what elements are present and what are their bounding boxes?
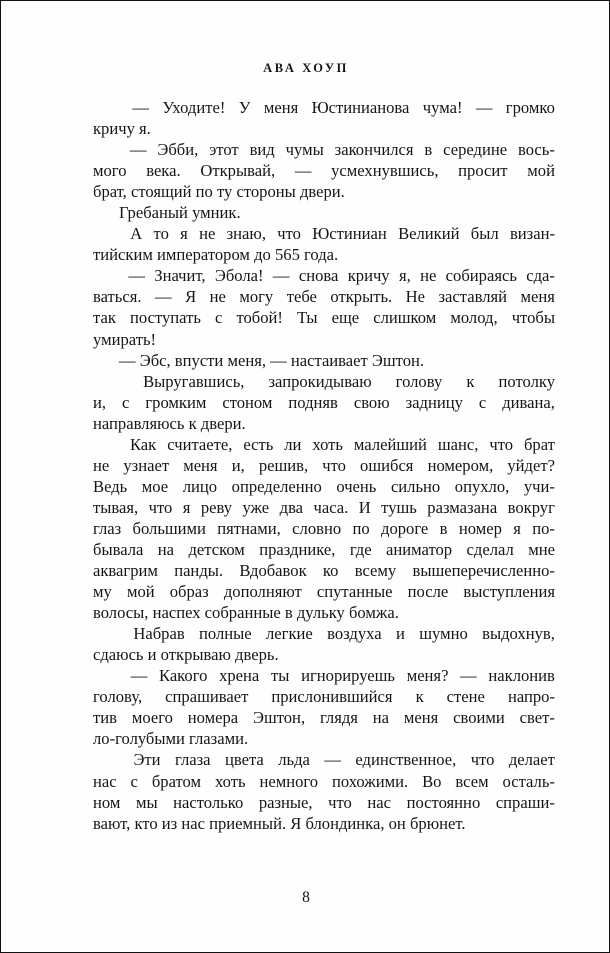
word: наклонив (488, 666, 555, 686)
word: ошибся (360, 455, 414, 475)
word: Великий (398, 224, 460, 244)
page-number: 8 (302, 889, 310, 906)
word: слишком (373, 308, 437, 328)
word: Эштон, (253, 708, 306, 728)
word: Уходите! (162, 98, 226, 117)
word: после (407, 582, 449, 602)
word: Не (405, 287, 426, 307)
paragraph (93, 350, 555, 371)
paragraph (93, 202, 555, 223)
word: Вдобавок (239, 561, 307, 581)
word: прислонившийся (271, 687, 393, 707)
word: Значит, (154, 266, 206, 286)
word: — (155, 287, 172, 307)
word: вокруг (507, 497, 555, 517)
word: всему (354, 561, 397, 581)
word: на (372, 708, 390, 728)
word: своими (453, 708, 505, 728)
paragraph (93, 371, 555, 434)
word: опухло, (454, 476, 510, 496)
word: к (466, 371, 475, 391)
word: настолько (173, 792, 244, 812)
word: полные (199, 624, 252, 644)
word: глаза (175, 750, 211, 770)
word: в (424, 140, 433, 160)
word: У (238, 98, 251, 117)
text-line: брат, стоящий по ту стороны двери. (93, 182, 345, 202)
word: номера (187, 708, 239, 728)
text-line (93, 749, 555, 770)
text-line (93, 371, 555, 392)
word: осталь- (502, 771, 555, 791)
word: меня (403, 708, 439, 728)
word: чтобы (511, 308, 555, 328)
word: А (130, 224, 143, 244)
word: стене (446, 687, 485, 707)
word: ты (270, 666, 290, 686)
word: кричу (347, 266, 390, 286)
word: не (199, 224, 216, 244)
word: голову (395, 371, 443, 391)
word: громким (145, 392, 207, 412)
word: чумы (285, 140, 324, 160)
paragraph (93, 139, 555, 202)
word: к (415, 687, 424, 707)
word: громко (505, 98, 555, 117)
word: глаз (93, 518, 122, 538)
word: Я (185, 287, 197, 307)
word: тебе (286, 287, 317, 307)
word: празднике, (259, 539, 336, 559)
word: И (358, 497, 371, 517)
word: с (122, 392, 130, 412)
text-line (93, 792, 555, 813)
word: — (128, 266, 145, 286)
word: мы (135, 792, 158, 812)
word: этот (209, 140, 239, 160)
word: что (277, 224, 301, 244)
word: моего (131, 708, 173, 728)
word: собираясь (445, 266, 517, 286)
text-line: вают, кто из нас приемный. Я блондинка, он брюнет. (93, 813, 466, 833)
word: заставляй (438, 287, 508, 307)
word: Эти (133, 750, 161, 770)
word: Эбола! (214, 266, 264, 286)
word: вось- (518, 140, 555, 160)
word: мого (93, 161, 127, 181)
text-line (93, 771, 555, 792)
word: постоянно (406, 792, 481, 812)
text-line (93, 392, 555, 413)
text-line (93, 434, 555, 455)
word: очень (336, 476, 377, 496)
word: Юстиниан (312, 224, 387, 244)
word: цвета (224, 750, 264, 770)
text-line (93, 223, 555, 244)
word: аквагрим (93, 561, 158, 581)
text-line: направляюсь к двери. (93, 413, 246, 433)
word: нас (93, 771, 117, 791)
word: молод, (450, 308, 498, 328)
word: я (182, 497, 191, 517)
word: просит (458, 161, 508, 181)
word: — (272, 266, 290, 286)
word: — (294, 161, 312, 181)
word: словно (292, 518, 342, 538)
word: мое (141, 476, 169, 496)
word: малейший (353, 434, 427, 454)
text-line (93, 139, 555, 160)
paragraph (93, 223, 555, 265)
word: запрокидываю (268, 371, 372, 391)
word: усмехнувшись, (331, 161, 439, 181)
word: спутанные (316, 582, 393, 602)
word: два (279, 497, 304, 517)
word: Выругавшись, (143, 371, 245, 391)
word: не (93, 455, 110, 475)
text-line (93, 623, 555, 644)
word: спрашивает (165, 687, 249, 707)
paragraph (93, 623, 555, 665)
word: что (148, 497, 173, 517)
word: льда (278, 750, 310, 770)
text-line (93, 581, 555, 602)
word: Открывай, (200, 161, 276, 181)
body-text (93, 97, 555, 834)
word: не (420, 266, 437, 286)
word: номером, (427, 455, 494, 475)
text-line (93, 539, 555, 560)
text-line: — Эбс, впусти меня, — настаивает Эштон. (119, 350, 425, 370)
word: был (470, 224, 499, 244)
word: ваться. (93, 287, 142, 307)
word: детском (188, 539, 245, 559)
word: уйдет? (507, 455, 555, 475)
word: Юстинианова (311, 98, 410, 117)
word: бывала (93, 539, 144, 559)
word: решив, (258, 455, 309, 475)
word: еще (331, 308, 360, 328)
word: мой (527, 161, 555, 181)
text-line (93, 286, 555, 307)
word: узнает (123, 455, 170, 475)
word: хоть (214, 771, 246, 791)
word: Эбби, (157, 140, 199, 160)
word: с (215, 308, 223, 328)
word: всем (455, 771, 489, 791)
word: я, (398, 266, 411, 286)
word: в (439, 518, 448, 538)
word: тобой! (236, 308, 283, 328)
word: ном (93, 792, 121, 812)
word: чума! (422, 98, 463, 117)
word: меня (520, 287, 555, 307)
word: и (395, 624, 405, 644)
word: — (129, 140, 147, 160)
word: сда- (526, 266, 555, 286)
word: лицо (182, 476, 218, 496)
word: — (132, 98, 149, 117)
word: снова (298, 266, 339, 286)
word: образ (169, 582, 209, 602)
word: что (470, 750, 495, 770)
text-line: ло-голубыми глазами. (93, 729, 249, 749)
word: тушь (381, 497, 417, 517)
paragraph (93, 265, 555, 349)
paragraph (93, 434, 555, 623)
word: му (93, 582, 112, 602)
word: тывая, (93, 497, 139, 517)
word: так (93, 308, 116, 328)
word: с (478, 392, 487, 412)
word: шумно (419, 624, 468, 644)
word: потолку (498, 371, 555, 391)
word: брат (523, 434, 555, 454)
word: где (349, 539, 372, 559)
word: Какого (158, 666, 208, 686)
word: пятнами, (217, 518, 281, 538)
word: учи- (523, 476, 555, 496)
paragraph (93, 97, 555, 139)
word: открыть. (330, 287, 393, 307)
text-line: умирать! (93, 329, 157, 349)
word: воздуха (327, 624, 382, 644)
word: аниматор (386, 539, 453, 559)
word: я (513, 518, 521, 538)
word: ко (322, 561, 339, 581)
word: что (322, 455, 346, 475)
word: спраши- (495, 792, 555, 812)
word: Как (129, 434, 157, 454)
paragraph (93, 749, 555, 833)
word: напро- (507, 687, 555, 707)
word: ли (284, 434, 302, 454)
word: шанс, (437, 434, 479, 454)
word: задницу (405, 392, 463, 412)
word: размазана (427, 497, 498, 517)
text-line (93, 560, 555, 581)
word: на (157, 539, 175, 559)
text-line (93, 265, 555, 286)
word: с (130, 771, 138, 791)
word: Ведь (93, 476, 128, 496)
text-line (93, 455, 555, 476)
word: хоть (312, 434, 343, 454)
word: стоном (222, 392, 273, 412)
running-head: АВА ХОУП (263, 61, 349, 75)
word: большими (132, 518, 206, 538)
word: что (328, 792, 352, 812)
word: дополняют (223, 582, 302, 602)
word: определенно (231, 476, 322, 496)
word: братом (151, 771, 202, 791)
text-line: сдаюсь и открываю дверь. (93, 645, 279, 665)
word: меня? (406, 666, 449, 686)
word: единственное, (355, 750, 457, 770)
word: Ты (297, 308, 318, 328)
word: Набрав (133, 624, 185, 644)
word: нас (367, 792, 392, 812)
word: сильно (390, 476, 441, 496)
word: я (180, 224, 188, 244)
word: и, (231, 455, 245, 475)
word: дороге (381, 518, 429, 538)
text-line (93, 307, 555, 328)
word: номер (458, 518, 502, 538)
word: панды. (174, 561, 224, 581)
text-line (93, 518, 555, 539)
word: и, (93, 392, 107, 412)
word: уже (242, 497, 270, 517)
word: — (130, 666, 148, 686)
word: разные, (258, 792, 313, 812)
word: хрена (219, 666, 260, 686)
text-line (93, 476, 555, 497)
text-line (93, 97, 555, 118)
word: свою (353, 392, 390, 412)
word: визан- (509, 224, 555, 244)
word: не (209, 287, 226, 307)
text-line: Гребаный умник. (119, 203, 241, 223)
word: могу (239, 287, 274, 307)
word: легкие (266, 624, 313, 644)
word: выступления (463, 582, 555, 602)
word: реву (200, 497, 233, 517)
word: делает (508, 750, 555, 770)
word: середине (443, 140, 508, 160)
word: считаете, (167, 434, 233, 454)
word: по (352, 518, 370, 538)
word: глядя (319, 708, 358, 728)
text-line (93, 686, 555, 707)
text-line (93, 665, 555, 686)
word: вышеперечисленно- (412, 561, 555, 581)
word: закончился (334, 140, 414, 160)
text-line: кричу я. (93, 119, 151, 139)
word: выдохнув, (482, 624, 555, 644)
word: похожими. (332, 771, 409, 791)
text-line (93, 160, 555, 181)
word: часа. (313, 497, 349, 517)
word: — (324, 750, 341, 770)
word: вид (249, 140, 275, 160)
word: — (460, 666, 477, 686)
word: века. (146, 161, 181, 181)
word: знаю, (226, 224, 266, 244)
word: игнорируешь (301, 666, 395, 686)
word: по- (532, 518, 555, 538)
word: свет- (519, 708, 555, 728)
word: что (489, 434, 514, 454)
word: меня (183, 455, 218, 475)
word: подняв (288, 392, 338, 412)
word: мой (126, 582, 155, 602)
word: есть (243, 434, 274, 454)
text-line: волосы, наспех собранные в дульку бомжа. (93, 603, 399, 623)
word: Во (422, 771, 442, 791)
word: сделал (466, 539, 514, 559)
word: — (475, 98, 493, 117)
word: мне (528, 539, 555, 559)
word: тив (93, 708, 117, 728)
word: голову, (93, 687, 143, 707)
text-line (93, 497, 555, 518)
paragraph (93, 665, 555, 749)
word: немного (259, 771, 319, 791)
word: меня (263, 98, 299, 117)
word: то (153, 224, 169, 244)
word: дивана, (502, 392, 555, 412)
word: поступать (129, 308, 201, 328)
text-line (93, 707, 555, 728)
text-line: тийским императором до 565 года. (93, 245, 339, 265)
